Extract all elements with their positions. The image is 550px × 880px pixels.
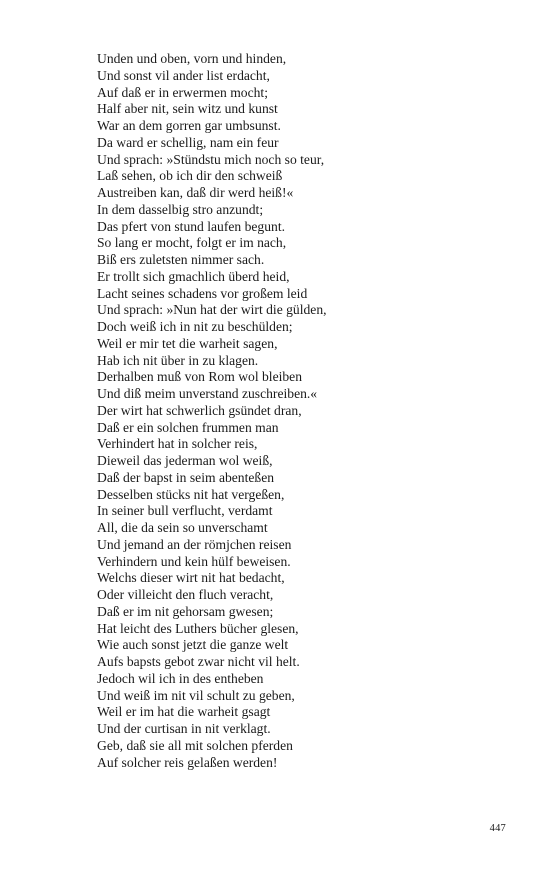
verse-line: Oder villeicht den fluch veracht, <box>97 587 274 602</box>
verse-line: Derhalben muß von Rom wol bleiben <box>97 369 303 385</box>
verse-line: Geb, daß sie all mit solchen pferden <box>97 737 293 753</box>
verse-line: Und sprach: »Stündstu mich noch so teur, <box>97 151 325 167</box>
verse-line: Aufs bapsts gebot zwar nicht vil helt. <box>97 654 300 669</box>
poem-text <box>97 51 327 771</box>
verse-line: War an dem gorren gar umbsunst. <box>97 118 281 133</box>
verse-line: Daß der bapst in seim abenteßen <box>97 469 275 485</box>
verse-line: All, die da sein so unverschamt <box>97 520 268 535</box>
verse-line: Auf daß er in erwermen mocht; <box>97 84 268 100</box>
verse-line: Wie auch sonst jetzt die ganze welt <box>97 637 289 653</box>
verse-line: Da ward er schellig, nam ein feur <box>97 134 279 150</box>
verse-line: Und jemand an der römjchen reisen <box>97 536 292 552</box>
verse-line: Laß sehen, ob ich dir den schweiß <box>97 168 283 184</box>
verse-line: Das pfert von stund laufen begunt. <box>97 218 286 234</box>
verse-line: Biß ers zuletsten nimmer sach. <box>97 252 265 267</box>
verse-line: Und weiß im nit vil schult zu geben, <box>97 687 295 703</box>
verse-line: In seiner bull verflucht, verdamt <box>97 503 273 519</box>
verse-line: Hab ich nit über in zu klagen. <box>97 352 259 368</box>
verse-line: Dieweil das jederman wol weiß, <box>97 453 273 468</box>
verse-line: Welchs dieser wirt nit hat bedacht, <box>97 570 285 586</box>
verse-line: Austreiben kan, daß dir werd heiß!« <box>97 185 294 200</box>
verse-line: Lacht seines schadens vor großem leid <box>97 285 308 301</box>
verse-line: Verhindern und kein hülf beweisen. <box>97 553 291 569</box>
verse-line: Daß er im nit gehorsam gwesen; <box>97 603 274 619</box>
verse-line: Er trollt sich gmachlich überd heid, <box>97 268 290 284</box>
verse-line: Doch weiß ich in nit zu beschülden; <box>97 319 293 334</box>
verse-line: Weil er mir tet die warheit sagen, <box>97 335 278 351</box>
verse-line: Und der curtisan in nit verklagt. <box>97 721 271 736</box>
verse-line: Half aber nit, sein witz und kunst <box>97 101 278 117</box>
verse-line: So lang er mocht, folgt er im nach, <box>97 235 287 251</box>
verse-line: Desselben stücks nit hat vergeßen, <box>97 486 285 502</box>
verse-line: Auf solcher reis gelaßen werden! <box>97 754 278 770</box>
verse-line: Hat leicht des Luthers bücher glesen, <box>97 620 299 636</box>
verse-line: Der wirt hat schwerlich gsündet dran, <box>97 402 302 418</box>
verse-line: In dem dasselbig stro anzundt; <box>97 201 264 217</box>
verse-line: Und sprach: »Nun hat der wirt die gülden, <box>97 302 327 318</box>
verse-line: Weil er im hat die warheit gsagt <box>97 704 271 720</box>
verse-line: Und diß meim unverstand zuschreiben.« <box>97 386 318 401</box>
verse-line: Jedoch wil ich in des entheben <box>97 670 264 686</box>
verse-line: Und sonst vil ander list erdacht, <box>97 67 270 83</box>
verse-line: Verhindert hat in solcher reis, <box>97 436 258 452</box>
verse-line: Unden und oben, vorn und hinden, <box>97 51 287 66</box>
page-number: 447 <box>489 823 506 834</box>
verse-line: Daß er ein solchen frummen man <box>97 419 279 435</box>
